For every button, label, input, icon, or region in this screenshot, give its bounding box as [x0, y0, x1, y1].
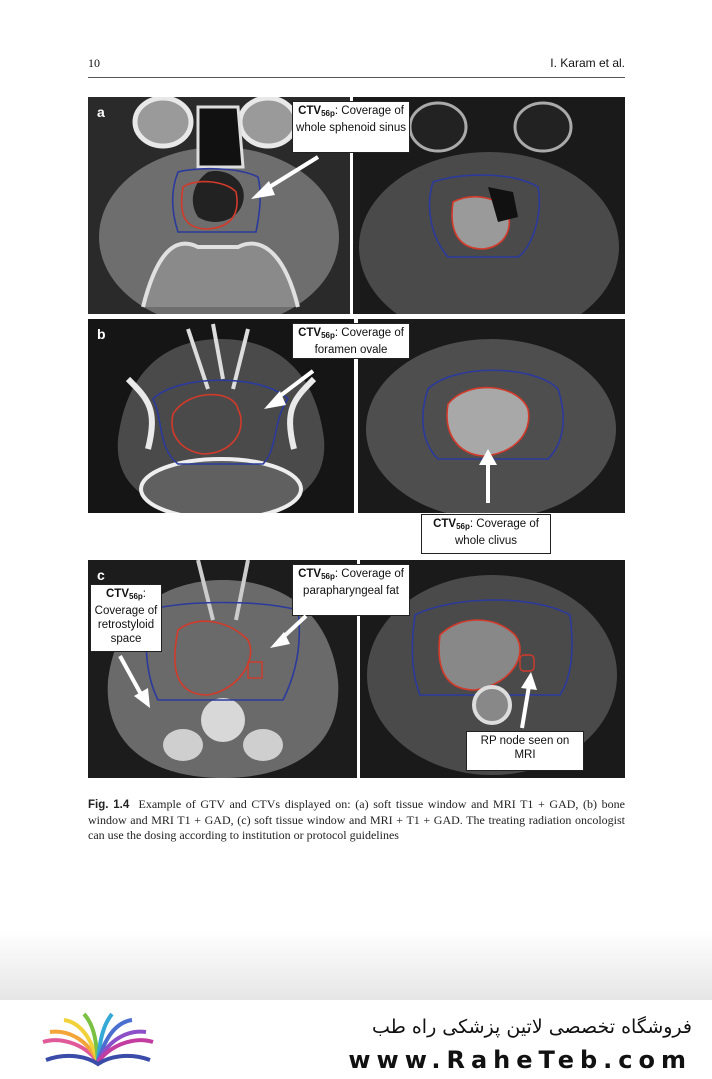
- header-rule: [88, 77, 625, 78]
- panel-letter-a: a: [97, 104, 105, 120]
- ctv-label: CTV: [298, 327, 322, 339]
- callout-rp-node: [466, 731, 584, 771]
- panel-b: [88, 319, 625, 513]
- page-number: 10: [88, 56, 100, 70]
- ctv-subscript: 56p: [321, 572, 335, 581]
- arrow-parapharyngeal: [266, 612, 310, 652]
- panel-a: [88, 97, 625, 314]
- callout-text: : Coverage of parapharyngeal fat: [303, 568, 404, 597]
- page-header: [88, 56, 625, 74]
- ctv-label: CTV: [106, 588, 129, 600]
- arrow-retrostyloid: [116, 652, 156, 712]
- callout-parapharyngeal: [292, 564, 410, 616]
- footer-url[interactable]: www.RaheTeb.com: [348, 1046, 692, 1074]
- panel-c: [88, 560, 625, 778]
- callout-text: : Coverage of whole clivus: [455, 518, 539, 547]
- panel-letter-b: b: [97, 326, 106, 342]
- arrow-sphenoid: [243, 153, 323, 203]
- panel-letter-c: c: [97, 567, 105, 583]
- callout-clivus: [421, 514, 551, 554]
- arrow-rp-node: [514, 670, 538, 732]
- arrow-clivus: [477, 447, 499, 507]
- footer-fade: [0, 930, 712, 1000]
- callout-text: RP node seen on MRI: [480, 735, 570, 761]
- callout-foramen-ovale: [292, 323, 410, 359]
- arrow-foramen-ovale: [258, 367, 318, 412]
- figure-caption: [88, 797, 625, 843]
- callout-text: : Coverage of whole sphenoid sinus: [296, 105, 406, 134]
- ctv-label: CTV: [433, 518, 457, 530]
- callout-retrostyloid: [90, 584, 162, 652]
- ctv-subscript: 56p: [129, 592, 143, 601]
- running-head: I. Karam et al.: [550, 56, 625, 70]
- footer-persian-text: فروشگاه تخصصی لاتین پزشکی راه طب: [372, 1016, 692, 1038]
- ctv-subscript: 56p: [321, 109, 335, 118]
- ctv-subscript: 56p: [456, 522, 470, 531]
- ctv-label: CTV: [298, 568, 322, 580]
- ctv-subscript: 56p: [321, 331, 335, 340]
- callout-text: : Coverage of retrostyloid space: [94, 588, 158, 645]
- callout-text: : Coverage of foramen ovale: [314, 327, 404, 356]
- ctv-label: CTV: [298, 105, 322, 117]
- caption-text: Example of GTV and CTVs displayed on: (a) soft tissue window and MRI T1 + GAD, (b) bone window and MRI T1 + GAD, (c) soft tissue window and MRI + T1 + GAD. The treating radiation oncologist can use the dosing according to institution or protocol guidelines: [88, 797, 625, 842]
- footer-banner: [0, 1000, 712, 1079]
- book-logo-icon: [38, 1012, 158, 1067]
- figure-1-4: [88, 97, 625, 778]
- figure-label: Fig. 1.4: [88, 799, 130, 811]
- callout-sphenoid-sinus: [292, 101, 410, 153]
